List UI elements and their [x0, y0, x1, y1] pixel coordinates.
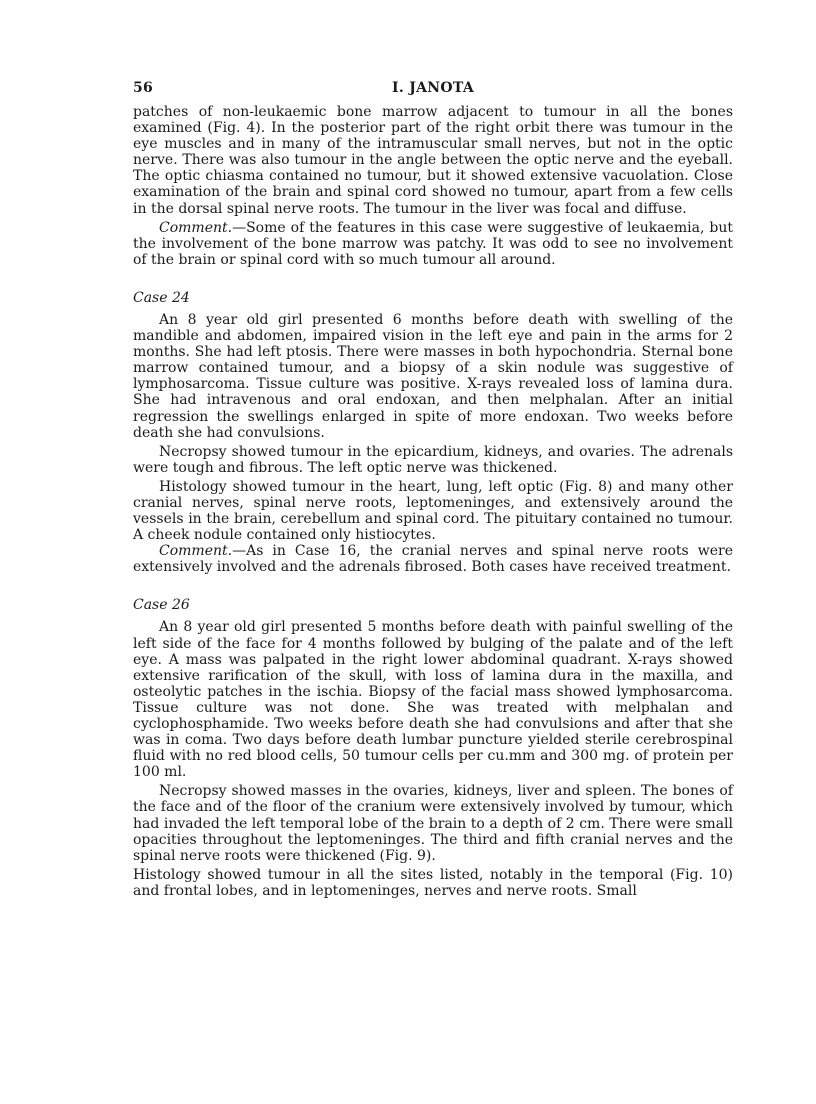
case-26-section [133, 619, 733, 899]
intro-comment [133, 220, 733, 268]
intro-paragraph: patches of non-leukaemic bone marrow adjacent to tumour in all the bones examined (Fig. 4). In the posterior part of the right orbit there was tumour in the eye muscles and in many of the intramuscular small nerves, but not in the optic nerve. There was also tumour in the angle between the optic nerve and the eyeball. The optic chiasma contained no tumour, but it showed extensive vacuolation. Close examination of the brain and spinal cord showed no tumour, apart from a few cells in the dorsal spinal nerve roots. The tumour in the liver was focal and diffuse. [133, 104, 733, 217]
page-number: 56 [133, 80, 154, 96]
case-26-paragraph-1: An 8 year old girl presented 5 months before death with painful swelling of the left side of the face for 4 months followed by bulging of the palate and of the left eye. A mass was palpated in the right lower abdominal quadrant. X-rays showed extensive rarification of the skull, with loss of lamina dura in the maxilla, and osteolytic patches in the ischia. Biopsy of the facial mass showed lymphosarcoma. Tissue culture was not done. She was treated with melphalan and cyclophosphamide. Two weeks before death she had convulsions and after that she was in coma. Two days before death lumbar puncture yielded sterile cerebrospinal fluid with no red blood cells, 50 tumour cells per cu.mm and 300 mg. of protein per 100 ml. [133, 619, 733, 781]
comment-label: Comment. [159, 543, 233, 560]
comment-text: —As in Case 16, the cranial nerves and spinal nerve roots were extensively involved and the adrenals fibrosed. Both cases have received treatment. [133, 543, 733, 576]
case-24-comment [133, 543, 733, 575]
running-head: I. JANOTA [392, 80, 474, 96]
intro-section [133, 104, 733, 268]
comment-text: —Some of the features in this case were suggestive of leukaemia, but the involvement of the bone marrow was patchy. It was odd to see no involvement of the brain or spinal cord with so much tumour all around. [133, 219, 733, 268]
comment-label: Comment. [159, 219, 233, 236]
case-26-paragraph-3: Histology showed tumour in all the sites listed, notably in the temporal (Fig. 10) and frontal lobes, and in leptomeninges, nerves and nerve roots. Small [133, 866, 733, 899]
case-24-paragraph-3: Histology showed tumour in the heart, lung, left optic (Fig. 8) and many other cranial nerves, spinal nerve roots, leptomeninges, and extensively around the vessels in the brain, cerebellum and spinal cord. The pituitary contained no tumour. A cheek nodule contained only histiocytes. [133, 478, 733, 544]
case-24-paragraph-2: Necropsy showed tumour in the epicardium, kidneys, and ovaries. The adrenals were tough and fibrous. The left optic nerve was thickened. [133, 443, 733, 476]
case-24-heading: Case 24 [133, 289, 190, 306]
case-24-paragraph-1: An 8 year old girl presented 6 months before death with swelling of the mandible and abdomen, impaired vision in the left eye and pain in the arms for 2 months. She had left ptosis. There were masses in both hypochondria. Sternal bone marrow contained tumour, and a biopsy of a skin nodule was suggestive of lymphosarcoma. Tissue culture was positive. X-rays revealed loss of lamina dura. She had intravenous and oral endoxan, and then melphalan. After an initial regression the swellings enlarged in spite of more endoxan. Two weeks before death she had convulsions. [133, 311, 733, 441]
page-header [133, 80, 733, 104]
case-26-paragraph-2: Necropsy showed masses in the ovaries, kidneys, liver and spleen. The bones of the face and of the floor of the cranium were extensively involved by tumour, which had invaded the left temporal lobe of the brain to a depth of 2 cm. There were small opacities throughout the leptomeninges. The third and fifth cranial nerves and the spinal nerve roots were thickened (Fig. 9). [133, 783, 733, 864]
case-24-section [133, 312, 733, 576]
case-26-heading: Case 26 [133, 597, 190, 614]
page [133, 80, 733, 899]
